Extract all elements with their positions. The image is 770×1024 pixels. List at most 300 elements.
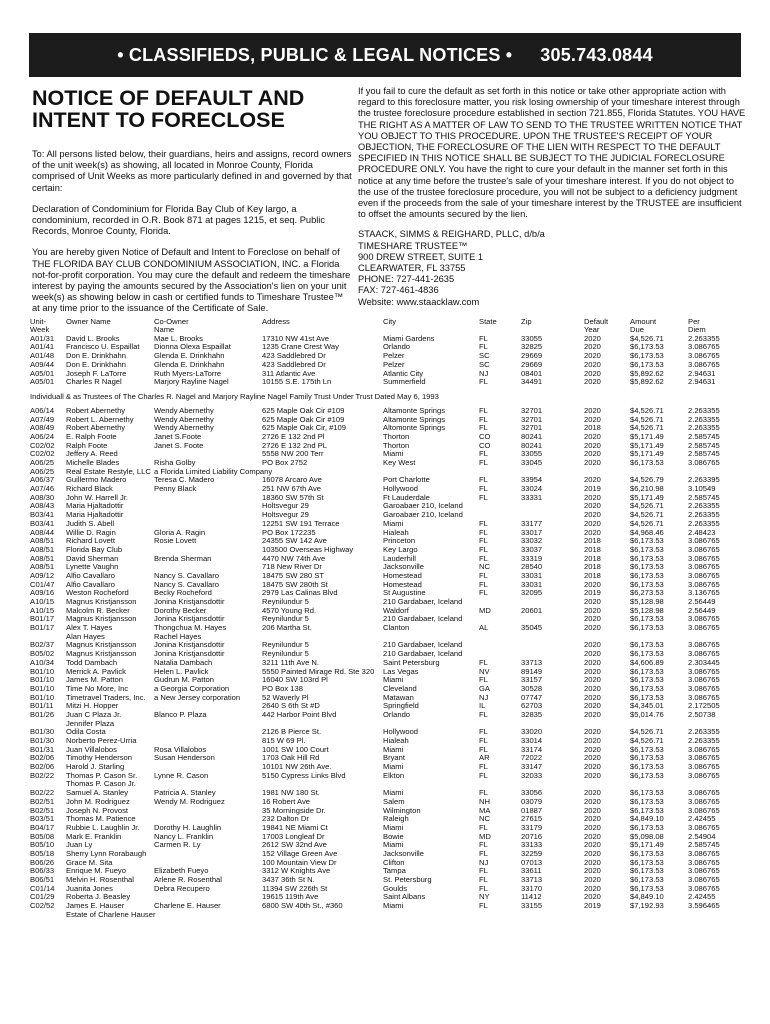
cell-amount-due: $5,171.49 bbox=[630, 840, 664, 850]
cell-address: 423 Saddlebred Dr bbox=[262, 351, 326, 361]
cell-co-owner-name: Nancy S. Cavallaro bbox=[154, 579, 219, 589]
cell-address: Reynilundur 5 bbox=[262, 597, 309, 607]
cell-amount-due: $6,173.53 bbox=[630, 342, 664, 352]
cell-address: 18360 SW 57th St bbox=[262, 492, 324, 502]
cell-owner-name: Robert Abernethy bbox=[66, 423, 126, 433]
cell-per-diem: 3.086765 bbox=[688, 666, 720, 676]
cell-amount-due: $5,098.08 bbox=[630, 831, 664, 841]
cell-per-diem: 2.50738 bbox=[688, 709, 716, 719]
cell-default-year: 2020 bbox=[584, 883, 601, 893]
cell-default-year: 2020 bbox=[584, 458, 601, 468]
cell-owner-name: Weston Rocheford bbox=[66, 588, 129, 598]
cell-zip: 33170 bbox=[521, 883, 543, 893]
cell-per-diem: 3.086765 bbox=[688, 744, 720, 754]
cell-zip: 33713 bbox=[521, 875, 543, 885]
cell-zip: 20716 bbox=[521, 831, 543, 841]
cell-unit-week: B02/22 bbox=[30, 788, 55, 798]
cell-amount-due: $5,892.62 bbox=[630, 377, 664, 387]
cell-address: 100 Mountain View Dr bbox=[262, 857, 337, 867]
cell-state: FL bbox=[479, 822, 488, 832]
cell-zip: 32701 bbox=[521, 405, 543, 415]
cell-state: FL bbox=[479, 536, 488, 546]
cell-owner-name: Willie D. Ragin bbox=[66, 527, 116, 537]
cell-state: NJ bbox=[479, 368, 489, 378]
cell-default-year: 2020 bbox=[584, 351, 601, 361]
cell-unit-week: B01/30 bbox=[30, 736, 55, 746]
cell-city: Miami bbox=[383, 788, 404, 798]
contact-line: 900 DREW STREET, SUITE 1 bbox=[358, 251, 484, 262]
cell-address: 4570 Young Rd. bbox=[262, 605, 317, 615]
cell-owner-name: Juanita Jones bbox=[66, 883, 113, 893]
cell-co-owner-name: Nancy L. Franklin bbox=[154, 831, 214, 841]
cell-owner-name: Richard Lovett bbox=[66, 536, 115, 546]
cell-per-diem: 3.086765 bbox=[688, 640, 720, 650]
cell-state: FL bbox=[479, 579, 488, 589]
cell-unit-week: C02/52 bbox=[30, 901, 55, 911]
cell-city: Altomonte Springs bbox=[383, 423, 446, 433]
cell-zip: 32033 bbox=[521, 770, 543, 780]
cell-default-year: 2020 bbox=[584, 805, 601, 815]
cell-state: MD bbox=[479, 831, 491, 841]
cell-per-diem: 2.94631 bbox=[688, 368, 716, 378]
cell-amount-due: $4,526.71 bbox=[630, 510, 664, 520]
cell-default-year: 2019 bbox=[584, 588, 601, 598]
cell-unit-week: Week bbox=[30, 325, 50, 335]
cell-per-diem: 3.086765 bbox=[688, 649, 720, 659]
cell-city: Lauderhill bbox=[383, 553, 416, 563]
cell-owner-name: Jeffery A. Reed bbox=[66, 449, 118, 459]
cell-unit-week: B04/17 bbox=[30, 822, 55, 832]
cell-state: FL bbox=[479, 342, 488, 352]
cell-amount-due: $6,173.53 bbox=[630, 770, 664, 780]
cell-state: FL bbox=[479, 475, 488, 485]
cell-default-year: 2020 bbox=[584, 848, 601, 858]
cell-zip: 33017 bbox=[521, 527, 543, 537]
cell-owner-name: Estate of Charlene Hauser bbox=[66, 909, 156, 919]
cell-unit-week: A06/37 bbox=[30, 475, 55, 485]
cell-address: 5550 Painted Mirage Rd. Ste 320 bbox=[262, 666, 375, 676]
cell-amount-due: $7,192.93 bbox=[630, 901, 664, 911]
table-row bbox=[30, 624, 746, 633]
cell-default-year: 2018 bbox=[584, 544, 601, 554]
cell-zip: 33155 bbox=[521, 901, 543, 911]
cell-zip: 62703 bbox=[521, 701, 543, 711]
cell-owner-name: David Sherman bbox=[66, 553, 119, 563]
cell-per-diem: 3.10549 bbox=[688, 484, 716, 494]
cell-state: FL bbox=[479, 657, 488, 667]
cell-co-owner-name: Brenda Sherman bbox=[154, 553, 212, 563]
cell-amount-due: $6,173.53 bbox=[630, 753, 664, 763]
cell-per-diem: 2.263355 bbox=[688, 414, 720, 424]
cell-co-owner-name: a Florida Limited Liability Company bbox=[154, 466, 273, 476]
cell-city: Tampa bbox=[383, 866, 406, 876]
cell-city: 210 Gardabaer, Iceland bbox=[383, 614, 463, 624]
cell-zip: 33031 bbox=[521, 579, 543, 589]
cell-zip: 33177 bbox=[521, 518, 543, 528]
cell-owner-name: Joseph N. Provost bbox=[66, 805, 129, 815]
cell-state: SC bbox=[479, 359, 490, 369]
cell-per-diem: 2.263395 bbox=[688, 475, 720, 485]
cell-unit-week: B02/22 bbox=[30, 770, 55, 780]
cell-unit-week: B06/33 bbox=[30, 866, 55, 876]
cell-city: St. Petersburg bbox=[383, 875, 432, 885]
cell-state: FL bbox=[479, 333, 488, 343]
cell-per-diem: 2.56449 bbox=[688, 605, 716, 615]
cell-default-year: 2020 bbox=[584, 866, 601, 876]
cell-zip: 01887 bbox=[521, 805, 543, 815]
cell-per-diem: 2.585745 bbox=[688, 440, 720, 450]
cell-default-year: 2020 bbox=[584, 579, 601, 589]
cell-city: Jacksonville bbox=[383, 562, 424, 572]
cell-city: Saint Albans bbox=[383, 892, 426, 902]
cell-default-year: 2020 bbox=[584, 683, 601, 693]
cell-amount-due: $5,171.49 bbox=[630, 492, 664, 502]
cell-address: 17003 Longleaf Dr bbox=[262, 831, 325, 841]
cell-address: 6800 SW 40th St., #360 bbox=[262, 901, 343, 911]
cell-address: Reynilundur 5 bbox=[262, 614, 309, 624]
cell-zip: 80241 bbox=[521, 431, 543, 441]
cell-default-year: 2020 bbox=[584, 709, 601, 719]
cell-co-owner-name: Dorothy Becker bbox=[154, 605, 207, 615]
cell-default-year: 2020 bbox=[584, 840, 601, 850]
cell-zip: 33032 bbox=[521, 536, 543, 546]
cell-address: Reynilundur 5 bbox=[262, 649, 309, 659]
cell-address: 1703 Oak Hill Rd bbox=[262, 753, 320, 763]
cell-unit-week: C01/14 bbox=[30, 883, 55, 893]
cell-default-year: 2020 bbox=[584, 692, 601, 702]
cell-state: NC bbox=[479, 814, 490, 824]
cell-address: 16040 SW 103rd Pl bbox=[262, 675, 328, 685]
cell-amount-due: $6,173.53 bbox=[630, 553, 664, 563]
cell-address: 2612 SW 32nd Ave bbox=[262, 840, 327, 850]
cell-city: Pelzer bbox=[383, 359, 405, 369]
cell-owner-name: Harold J. Starling bbox=[66, 762, 125, 772]
cell-city: 210 Gardabaer, Iceland bbox=[383, 649, 463, 659]
cell-per-diem: 3.086765 bbox=[688, 796, 720, 806]
cell-state: FL bbox=[479, 492, 488, 502]
cell-city: Waldorf bbox=[383, 605, 409, 615]
cell-owner-name: Mark E. Franklin bbox=[66, 831, 122, 841]
cell-amount-due: $6,173.53 bbox=[630, 848, 664, 858]
cell-zip: 27615 bbox=[521, 814, 543, 824]
cell-owner-name: Melvin H. Rosenthal bbox=[66, 875, 134, 885]
cell-per-diem: 2.263355 bbox=[688, 518, 720, 528]
cell-default-year: 2020 bbox=[584, 727, 601, 737]
cell-default-year: 2020 bbox=[584, 359, 601, 369]
cell-address: 19841 NE Miami Ct bbox=[262, 822, 328, 832]
cell-city: Orlando bbox=[383, 709, 411, 719]
cell-unit-week: A05/01 bbox=[30, 377, 55, 387]
cell-state: AL bbox=[479, 623, 489, 633]
cell-owner-name: Richard Black bbox=[66, 484, 113, 494]
cell-zip: 33133 bbox=[521, 840, 543, 850]
cell-co-owner-name: Mae L. Brooks bbox=[154, 333, 203, 343]
cell-per-diem: 3.086765 bbox=[688, 857, 720, 867]
cell-default-year: Year bbox=[584, 325, 600, 335]
cell-per-diem: 3.086765 bbox=[688, 359, 720, 369]
cell-city: Matawan bbox=[383, 692, 414, 702]
cell-state: FL bbox=[479, 449, 488, 459]
cell-co-owner-name: Thongchua M. Hayes bbox=[154, 623, 227, 633]
cell-default-year: 2020 bbox=[584, 675, 601, 685]
cell-city: Hollywood bbox=[383, 484, 419, 494]
cell-state: MA bbox=[479, 805, 491, 815]
cell-owner-name: Robert L. Abernethy bbox=[66, 414, 134, 424]
cell-default-year: 2020 bbox=[584, 892, 601, 902]
cell-default-year: 2020 bbox=[584, 501, 601, 511]
cell-per-diem: 3.086765 bbox=[688, 692, 720, 702]
cell-zip: 32701 bbox=[521, 414, 543, 424]
cell-per-diem: 3.596465 bbox=[688, 901, 720, 911]
cell-per-diem: 2.42455 bbox=[688, 814, 716, 824]
cell-per-diem: 3.086765 bbox=[688, 848, 720, 858]
cell-amount-due: $4,526.71 bbox=[630, 405, 664, 415]
cell-unit-week: B05/18 bbox=[30, 848, 55, 858]
contact-line: CLEARWATER, FL 33755 bbox=[358, 263, 466, 274]
cell-zip: 80241 bbox=[521, 440, 543, 450]
cell-owner-name: James M. Patton bbox=[66, 675, 123, 685]
cell-unit-week: B01/26 bbox=[30, 709, 55, 719]
cell-city: Miami bbox=[383, 840, 404, 850]
cell-per-diem: 3.086765 bbox=[688, 351, 720, 361]
cell-owner-name: Charles R Nagel bbox=[66, 377, 122, 387]
cell-owner-name: Thomas M. Patience bbox=[66, 814, 136, 824]
cell-unit-week: A01/48 bbox=[30, 351, 55, 361]
cell-owner-name: Alfio Cavallaro bbox=[66, 579, 115, 589]
cell-address: 2726 E 132 2nd PL bbox=[262, 440, 328, 450]
cell-default-year: 2020 bbox=[584, 666, 601, 676]
cell-zip: 33055 bbox=[521, 449, 543, 459]
trustee-contact-block bbox=[358, 229, 748, 307]
cell-address: 4470 NW 74th Ave bbox=[262, 553, 326, 563]
cell-unit-week: C02/02 bbox=[30, 440, 55, 450]
table-row bbox=[30, 911, 746, 920]
cell-unit-week: B01/10 bbox=[30, 666, 55, 676]
cell-address: 1235 Crane Crest Way bbox=[262, 342, 339, 352]
cell-unit-week: B05/02 bbox=[30, 649, 55, 659]
cell-zip: 32825 bbox=[521, 342, 543, 352]
cell-default-year: 2018 bbox=[584, 562, 601, 572]
cell-amount-due: $4,606.89 bbox=[630, 657, 664, 667]
cell-per-diem: 3.086765 bbox=[688, 570, 720, 580]
cell-city: Altamonte Springs bbox=[383, 414, 446, 424]
cell-owner-name: Francisco U. Espaillat bbox=[66, 342, 140, 352]
cell-unit-week: B02/06 bbox=[30, 762, 55, 772]
cell-co-owner-name: Debra Recupero bbox=[154, 883, 210, 893]
table-row bbox=[30, 711, 746, 720]
cell-city: Miami bbox=[383, 901, 404, 911]
cell-state: FL bbox=[479, 377, 488, 387]
cell-city: Miami Gardens bbox=[383, 333, 435, 343]
cell-per-diem: 3.086765 bbox=[688, 562, 720, 572]
cell-address: 718 New River Dr bbox=[262, 562, 322, 572]
cell-address: Address bbox=[262, 317, 290, 326]
cell-per-diem: 3.086765 bbox=[688, 866, 720, 876]
cell-owner-name: Thomas P. Cason Sr. bbox=[66, 770, 138, 780]
cell-default-year: 2020 bbox=[584, 449, 601, 459]
cell-amount-due: $6,173.53 bbox=[630, 796, 664, 806]
cell-city: Key Largo bbox=[383, 544, 418, 554]
cell-owner-name: John W. Harrell Jr. bbox=[66, 492, 129, 502]
cell-city: Bowie bbox=[383, 831, 404, 841]
cell-address: 5558 NW 200 Terr bbox=[262, 449, 324, 459]
cell-owner-name: Norberto Perez-Urria bbox=[66, 736, 137, 746]
cell-co-owner-name: Janet S. Foote bbox=[154, 440, 204, 450]
cell-default-year: 2020 bbox=[584, 736, 601, 746]
cell-address: PO Box 2752 bbox=[262, 458, 308, 468]
cell-owner-name: Sherry Lynn Rorabaugh bbox=[66, 848, 147, 858]
cell-unit-week: C02/02 bbox=[30, 449, 55, 459]
cell-unit-week: A06/14 bbox=[30, 405, 55, 415]
cell-owner-name: Alex T. Hayes bbox=[66, 623, 113, 633]
cell-unit-week: A06/25 bbox=[30, 458, 55, 468]
cell-city: Key West bbox=[383, 458, 416, 468]
cell-amount-due: $6,173.53 bbox=[630, 536, 664, 546]
cell-address: 24355 SW 142 Ave bbox=[262, 536, 327, 546]
cell-co-owner-name: Elizabeth Fueyo bbox=[154, 866, 209, 876]
cell-per-diem: Per bbox=[688, 317, 700, 326]
cell-default-year: 2020 bbox=[584, 701, 601, 711]
cell-per-diem: 3.086765 bbox=[688, 614, 720, 624]
cell-amount-due: $6,173.53 bbox=[630, 666, 664, 676]
cell-amount-due: $4,526.71 bbox=[630, 414, 664, 424]
cell-default-year: 2020 bbox=[584, 377, 601, 387]
cell-unit-week: A06/24 bbox=[30, 431, 55, 441]
banner-phone: 305.743.0844 bbox=[540, 44, 653, 65]
cell-amount-due: $5,128.98 bbox=[630, 597, 664, 607]
cell-owner-name: Magnus Kristjansson bbox=[66, 649, 137, 659]
cell-unit-week: B01/10 bbox=[30, 675, 55, 685]
cell-amount-due: $4,849.10 bbox=[630, 814, 664, 824]
cell-amount-due: $6,173.53 bbox=[630, 883, 664, 893]
cell-amount-due: $4,526.71 bbox=[630, 423, 664, 433]
cell-default-year: 2020 bbox=[584, 788, 601, 798]
cell-city: Springfield bbox=[383, 701, 419, 711]
cell-unit-week: Unit- bbox=[30, 317, 47, 326]
contact-website: Website: www.staacklaw.com bbox=[358, 296, 480, 307]
cell-city: Hialeah bbox=[383, 527, 409, 537]
cell-amount-due: $6,273.53 bbox=[630, 588, 664, 598]
cell-per-diem: 3.086765 bbox=[688, 675, 720, 685]
cell-owner-name: Odila Costa bbox=[66, 727, 106, 737]
cell-owner-name: Mitzi H. Hopper bbox=[66, 701, 119, 711]
cell-owner-name: Maria Hjaltadottir bbox=[66, 510, 124, 520]
cell-state: FL bbox=[479, 518, 488, 528]
cell-unit-week: A08/51 bbox=[30, 544, 55, 554]
cell-address: 815 W 69 Pl. bbox=[262, 736, 306, 746]
cell-unit-week: A09/44 bbox=[30, 359, 55, 369]
cell-unit-week: A10/34 bbox=[30, 657, 55, 667]
cell-state: FL bbox=[479, 866, 488, 876]
cell-city: Wilmington bbox=[383, 805, 421, 815]
cell-city: Miami bbox=[383, 762, 404, 772]
cell-owner-name: Thomas P. Cason Jr. bbox=[66, 779, 136, 789]
cell-zip: 34491 bbox=[521, 377, 543, 387]
cell-state: FL bbox=[479, 458, 488, 468]
cell-owner-name: Judith S. Abell bbox=[66, 518, 115, 528]
cell-default-year: 2019 bbox=[584, 484, 601, 494]
cell-city: Ft Lauderdale bbox=[383, 492, 430, 502]
cell-zip: 35045 bbox=[521, 623, 543, 633]
cell-city: Clanton bbox=[383, 623, 410, 633]
cell-per-diem: 3.086765 bbox=[688, 579, 720, 589]
cell-state: FL bbox=[479, 544, 488, 554]
notice-title-line-2: INTENT TO FORECLOSE bbox=[32, 108, 285, 132]
cell-zip: 89149 bbox=[521, 666, 543, 676]
cell-amount-due: $6,173.53 bbox=[630, 675, 664, 685]
cell-address: 3437 36th St N. bbox=[262, 875, 315, 885]
cell-zip: 33147 bbox=[521, 762, 543, 772]
cell-co-owner-name: Carmen R. Ly bbox=[154, 840, 201, 850]
cell-owner-name: Merrick A. Pavlick bbox=[66, 666, 126, 676]
cell-zip: 33157 bbox=[521, 675, 543, 685]
cell-per-diem: 3.086765 bbox=[688, 805, 720, 815]
cell-owner-name: Robert Abernethy bbox=[66, 405, 126, 415]
cell-owner-name: Enrique M. Fueyo bbox=[66, 866, 126, 876]
cell-amount-due: $6,173.53 bbox=[630, 762, 664, 772]
cell-address: 5150 Cypress Links Blvd bbox=[262, 770, 346, 780]
cell-state: NV bbox=[479, 666, 490, 676]
cell-owner-name: Samuel A. Stanley bbox=[66, 788, 129, 798]
cell-address: 625 Maple Oak Cir, #109 bbox=[262, 423, 347, 433]
cell-zip: 28540 bbox=[521, 562, 543, 572]
cell-city: Miami bbox=[383, 518, 404, 528]
cell-amount-due: $6,173.53 bbox=[630, 866, 664, 876]
cell-unit-week: B01/11 bbox=[30, 701, 54, 711]
cell-address: 103500 Overseas Highway bbox=[262, 544, 354, 554]
cell-owner-name: Magnus Kristjansson bbox=[66, 640, 137, 650]
cell-per-diem: 2.172505 bbox=[688, 701, 720, 711]
cell-owner-name: Maria Hjaltadottir bbox=[66, 501, 124, 511]
cell-zip: 33954 bbox=[521, 475, 543, 485]
cell-unit-week: B01/10 bbox=[30, 683, 55, 693]
cell-per-diem: 2.263355 bbox=[688, 501, 720, 511]
cell-state: FL bbox=[479, 709, 488, 719]
cell-per-diem: 3.086765 bbox=[688, 822, 720, 832]
cell-unit-week: A05/01 bbox=[30, 368, 55, 378]
cell-owner-name: James E. Hauser bbox=[66, 901, 125, 911]
cell-per-diem: 3.086765 bbox=[688, 875, 720, 885]
notice-paragraph-rights: If you fail to cure the default as set forth in this notice or take other appropriate action with regard to this foreclosure matter, you risk losing ownership of your timeshare interest through the trustee foreclosure procedure established in section 721.855, Florida Statutes. YOU HAVE THE RIGHT AS A MATTER OF LAW TO SEND TO THE TRUSTEE WRITTEN NOTICE THAT YOU OBJECT TO THIS PROCEDURE. UPON THE TRUSTEE'S RECEIPT OF YOUR OBJECTION, THE FORECLOSURE OF THE LIEN WITH RESPECT TO THE DEFAULT SPECIFIED IN THIS NOTICE SHALL BE SUBJECT TO THE JUDICIAL FORECLOSURE PROCEDURE ONLY. You have the right to cure your default in the manner set forth in this notice at any time before the trustee's sale of your timeshare interest. If you do not object to the use of the trustee foreclosure procedure, you will not be subject to a deficiency judgment even if the proceeds from the sale of your timeshare interest by the TRUSTEE are insufficient to offset the amounts secured by the lien. bbox=[358, 86, 746, 220]
notice-paragraph-recipients: To: All persons listed below, their guardians, heirs and assigns, record owners of the unit week(s) as showing, all located in Monroe County, Florida comprised of Unit Weeks as more particularly defined in and governed by that certain: bbox=[32, 149, 352, 193]
cell-state: MD bbox=[479, 605, 491, 615]
cell-co-owner-name: Janet S.Foote bbox=[154, 431, 202, 441]
cell-state: FL bbox=[479, 744, 488, 754]
cell-state: CO bbox=[479, 440, 491, 450]
cell-address: 251 NW 67th Ave bbox=[262, 484, 321, 494]
cell-co-owner-name: Helen L. Pavlick bbox=[154, 666, 209, 676]
cell-default-year: 2020 bbox=[584, 333, 601, 343]
cell-unit-week: B01/10 bbox=[30, 692, 55, 702]
section-banner bbox=[29, 33, 741, 77]
default-listing-table bbox=[30, 318, 746, 919]
cell-zip: 32835 bbox=[521, 709, 543, 719]
cell-state: CO bbox=[479, 431, 491, 441]
cell-default-year: Default bbox=[584, 317, 609, 326]
cell-amount-due: $4,526.71 bbox=[630, 736, 664, 746]
cell-amount-due: $4,526.79 bbox=[630, 475, 664, 485]
cell-default-year: 2020 bbox=[584, 857, 601, 867]
cell-state: NH bbox=[479, 796, 490, 806]
cell-co-owner-name: Dionna Olexa Espaillat bbox=[154, 342, 231, 352]
cell-state: GA bbox=[479, 683, 490, 693]
cell-amount-due: $6,173.53 bbox=[630, 744, 664, 754]
cell-address: 311 Atlantic Ave bbox=[262, 368, 316, 378]
cell-city: Garoabaer 210, Iceland bbox=[383, 510, 463, 520]
cell-city: City bbox=[383, 317, 397, 326]
cell-city: 210 Gardabaer, Iceland bbox=[383, 597, 463, 607]
cell-city: Summerfield bbox=[383, 377, 426, 387]
